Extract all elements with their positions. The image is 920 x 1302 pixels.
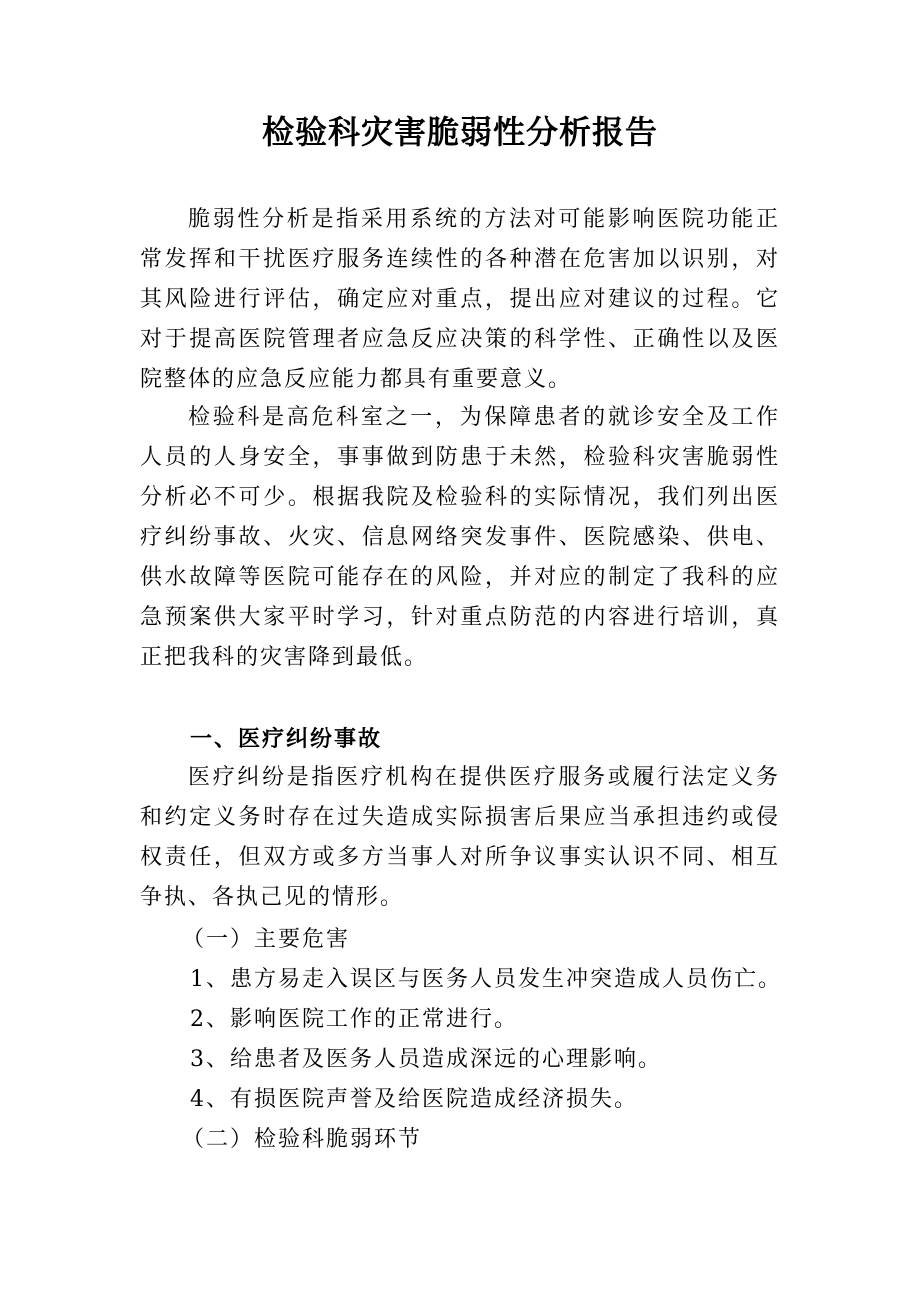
section-1-paragraph: 医疗纠纷是指医疗机构在提供医疗服务或履行法定义务和约定义务时存在过失造成实际损害后果应当承担违约或侵权责任，但双方或多方当事人对所争议事实认识不同、相互争执、各执己见的情形。: [140, 765, 780, 910]
document-title: 检验科灾害脆弱性分析报告: [261, 113, 658, 151]
intro-paragraph-2: 检验科是高危科室之一，为保障患者的就诊安全及工作人员的人身安全，事事做到防患于未然，检验科灾害脆弱性分析必不可少。根据我院及检验科的实际情况，我们列出医疗纠纷事故、火灾、信息网络突发事件、医院感染、供电、供水故障等医院可能存在的风险，并对应的制定了我科的应急预案供大家平时学习，针对重点防范的内容进行培训，真正把我科的灾害降到最低。: [140, 405, 780, 670]
list-item: 2、影响医院工作的正常进行。: [190, 1007, 518, 1032]
section-1-heading: 一、医疗纠纷事故: [190, 727, 383, 752]
list-item: 1、患方易走入误区与医务人员发生冲突造成人员伤亡。: [190, 967, 782, 992]
subsection-1-heading: （一）主要危害: [182, 927, 351, 952]
intro-paragraph-1: 脆弱性分析是指采用系统的方法对可能影响医院功能正常发挥和干扰医疗服务连续性的各种潜在危害加以识别，对其风险进行评估，确定应对重点，提出应对建议的过程。它对于提高医院管理者应急反应决策的科学性、正确性以及医院整体的应急反应能力都具有重要意义。: [140, 207, 780, 392]
list-item: 3、给患者及医务人员造成深远的心理影响。: [190, 1047, 662, 1072]
list-item: 4、有损医院声誉及给医院造成经济损失。: [190, 1087, 638, 1112]
subsection-2-heading: （二）检验科脆弱环节: [182, 1127, 423, 1152]
